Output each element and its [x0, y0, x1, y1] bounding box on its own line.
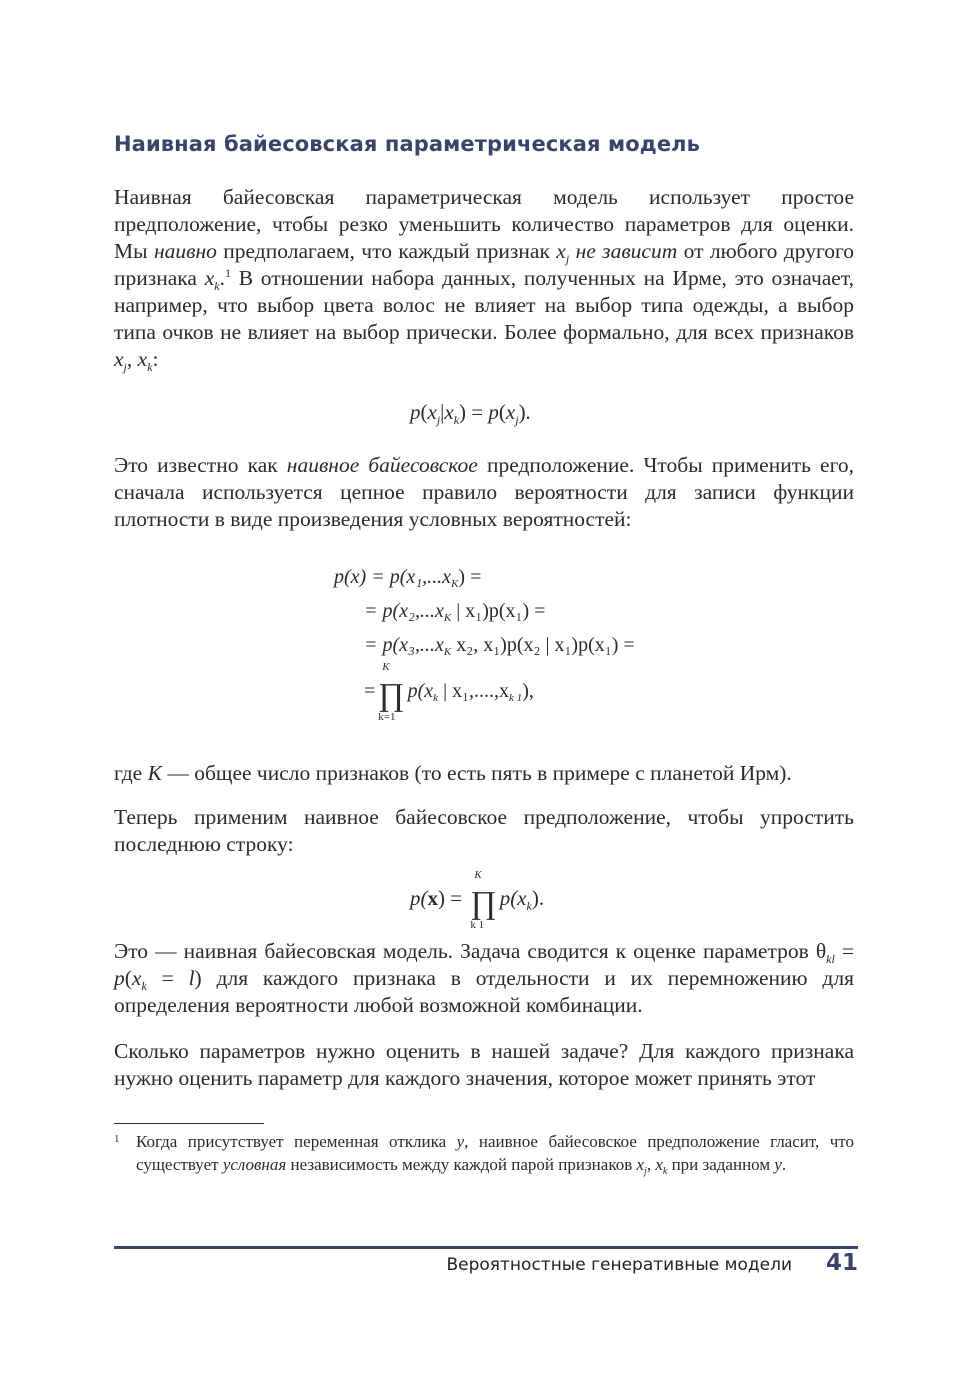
sub: k — [433, 692, 439, 704]
emphasis: наивное байесовское — [286, 453, 478, 477]
paragraph-intro — [114, 184, 854, 373]
text: от любого другого признака — [114, 239, 855, 290]
emphasis: наивно — [153, 239, 217, 263]
prod-lower: k=1 — [378, 711, 396, 723]
paragraph-params: Сколько параметров нужно оценить в нашей задаче? Для каждого признака нужно оценить параметр для каждого значения, которое может принять этот — [114, 1039, 854, 1090]
var: x — [427, 400, 437, 424]
var: p — [488, 400, 499, 424]
text: = — [834, 939, 854, 963]
paragraph-model — [114, 938, 854, 1019]
sym: ( — [420, 400, 428, 424]
prod: ∏ — [470, 884, 497, 920]
t: p( — [410, 886, 428, 910]
t: ) = — [438, 886, 468, 910]
product-symbol — [378, 661, 405, 723]
sub: j — [644, 1166, 647, 1177]
text: при заданном — [667, 1155, 775, 1174]
t: = — [364, 680, 376, 702]
t: = p(x₂,...x — [364, 600, 444, 622]
var: x — [444, 400, 454, 424]
product-symbol — [470, 869, 497, 931]
sub: j — [565, 252, 570, 266]
var: x — [556, 239, 566, 263]
var: l — [188, 966, 195, 990]
chain-row-3 — [364, 628, 635, 662]
text: , наивное байесовское предположение гласит, что существует — [136, 1132, 854, 1174]
sub: k — [147, 360, 153, 374]
text: предполагаем, что каждый признак — [216, 239, 557, 263]
var: p — [410, 400, 421, 424]
var: y — [774, 1155, 782, 1174]
sub: j — [515, 413, 519, 427]
text: ( — [124, 966, 132, 990]
t: | x₁)p(x₁) = — [451, 600, 546, 622]
sym: ). — [518, 400, 531, 424]
sub: k 1 — [509, 692, 523, 704]
text: независимость между каждой парой признаков — [286, 1155, 637, 1174]
var: x — [137, 347, 148, 371]
footnote — [114, 1130, 854, 1176]
text: — общее число признаков (то есть пять в примере с планетой Ирм). — [161, 761, 792, 785]
var: x — [204, 266, 215, 290]
text: Когда присутствует переменная отклика — [136, 1132, 457, 1151]
section-heading: Наивная байесовская параметрическая модель — [114, 132, 701, 156]
paragraph-K-definition — [114, 760, 854, 787]
sub: K — [443, 612, 452, 624]
bold-x: x — [427, 886, 438, 910]
var: x — [655, 1155, 663, 1174]
paragraph-naive-assumption — [114, 452, 854, 533]
text: ) для каждого признака в отдельности и их перемножению для определения вероятности любой возможной комбинации. — [114, 966, 854, 1017]
t: ), — [522, 680, 534, 702]
sym: ) = — [459, 400, 489, 424]
var: K — [147, 761, 162, 785]
chain-row-1 — [334, 560, 481, 594]
equation-naive-bayes — [410, 869, 545, 931]
text: где — [114, 761, 148, 785]
prod: ∏ — [378, 676, 405, 712]
sym: | — [440, 400, 445, 424]
text: предположение. Чтобы применить его, сначала используется цепное правило вероятности для записи функции плотности в виде произведения условных вероятностей: — [114, 453, 854, 531]
text: . — [781, 1155, 787, 1174]
var: x — [131, 966, 142, 990]
var: x — [505, 400, 516, 424]
t: p(x) = p(x₁,...x — [334, 566, 452, 588]
t: ) = — [458, 566, 482, 588]
sym: ( — [498, 400, 506, 424]
footnote-mark: 1 — [114, 1133, 120, 1145]
sub: k — [214, 279, 220, 293]
t: p(x — [407, 680, 434, 702]
chain-row-4 — [364, 661, 534, 723]
prod-upper: K — [382, 661, 390, 673]
text: : — [152, 347, 159, 371]
footnote-rule — [114, 1123, 264, 1124]
sub: j — [123, 360, 127, 374]
text: Это — наивная байесовская модель. Задача сводится к оценке параметров θ — [114, 939, 827, 963]
t: ). — [531, 886, 545, 910]
sub: K — [451, 578, 459, 590]
footnote-text — [136, 1130, 854, 1176]
chain-row-2 — [364, 594, 545, 628]
text: Это известно как — [114, 453, 287, 477]
t: | x₁,....,x — [438, 680, 510, 702]
emphasis: не зависит — [575, 239, 678, 263]
sub: k — [526, 899, 532, 913]
prod-lower: k 1 — [470, 919, 485, 931]
page-number: 41 — [825, 1250, 858, 1276]
emphasis: условная — [222, 1155, 287, 1174]
text: = — [146, 966, 189, 990]
sub: k — [141, 979, 147, 993]
sub: K — [443, 646, 452, 658]
t: = p(x₃,...x — [364, 634, 444, 656]
text: , — [646, 1155, 656, 1174]
running-title: Вероятностные генеративные модели — [446, 1255, 792, 1275]
var: x — [636, 1155, 645, 1174]
sub: j — [436, 413, 441, 427]
sub: k — [453, 413, 460, 427]
var: y — [456, 1132, 465, 1151]
text: , — [126, 347, 138, 371]
text: . — [219, 266, 225, 290]
footnote-ref[interactable]: 1 — [224, 266, 231, 280]
paragraph-apply: Теперь применим наивное байесовское предположение, чтобы упростить последнюю строку: — [114, 805, 854, 856]
sub: k — [662, 1166, 668, 1177]
var: p — [114, 966, 125, 990]
text: Наивная байесовская параметрическая модель использует простое предположение, чтобы резко уменьшить количество параметров для оценки. Мы — [114, 185, 854, 263]
t: x₂, x₁)p(x₂ | x₁)p(x₁) = — [451, 634, 635, 656]
sub: kl — [826, 952, 835, 966]
t: p(x — [499, 886, 527, 910]
var: x — [114, 347, 124, 371]
text: В отношении набора данных, полученных на Ирме, это означает, например, что выбор цвета волос не влияет на выбор типа одежды, а выбор типа очков не влияет на выбор прически. Более формально, для всех признаков — [114, 266, 854, 344]
equation-independence — [410, 400, 531, 425]
prod-upper: K — [474, 869, 482, 881]
footer-rule — [114, 1246, 858, 1249]
